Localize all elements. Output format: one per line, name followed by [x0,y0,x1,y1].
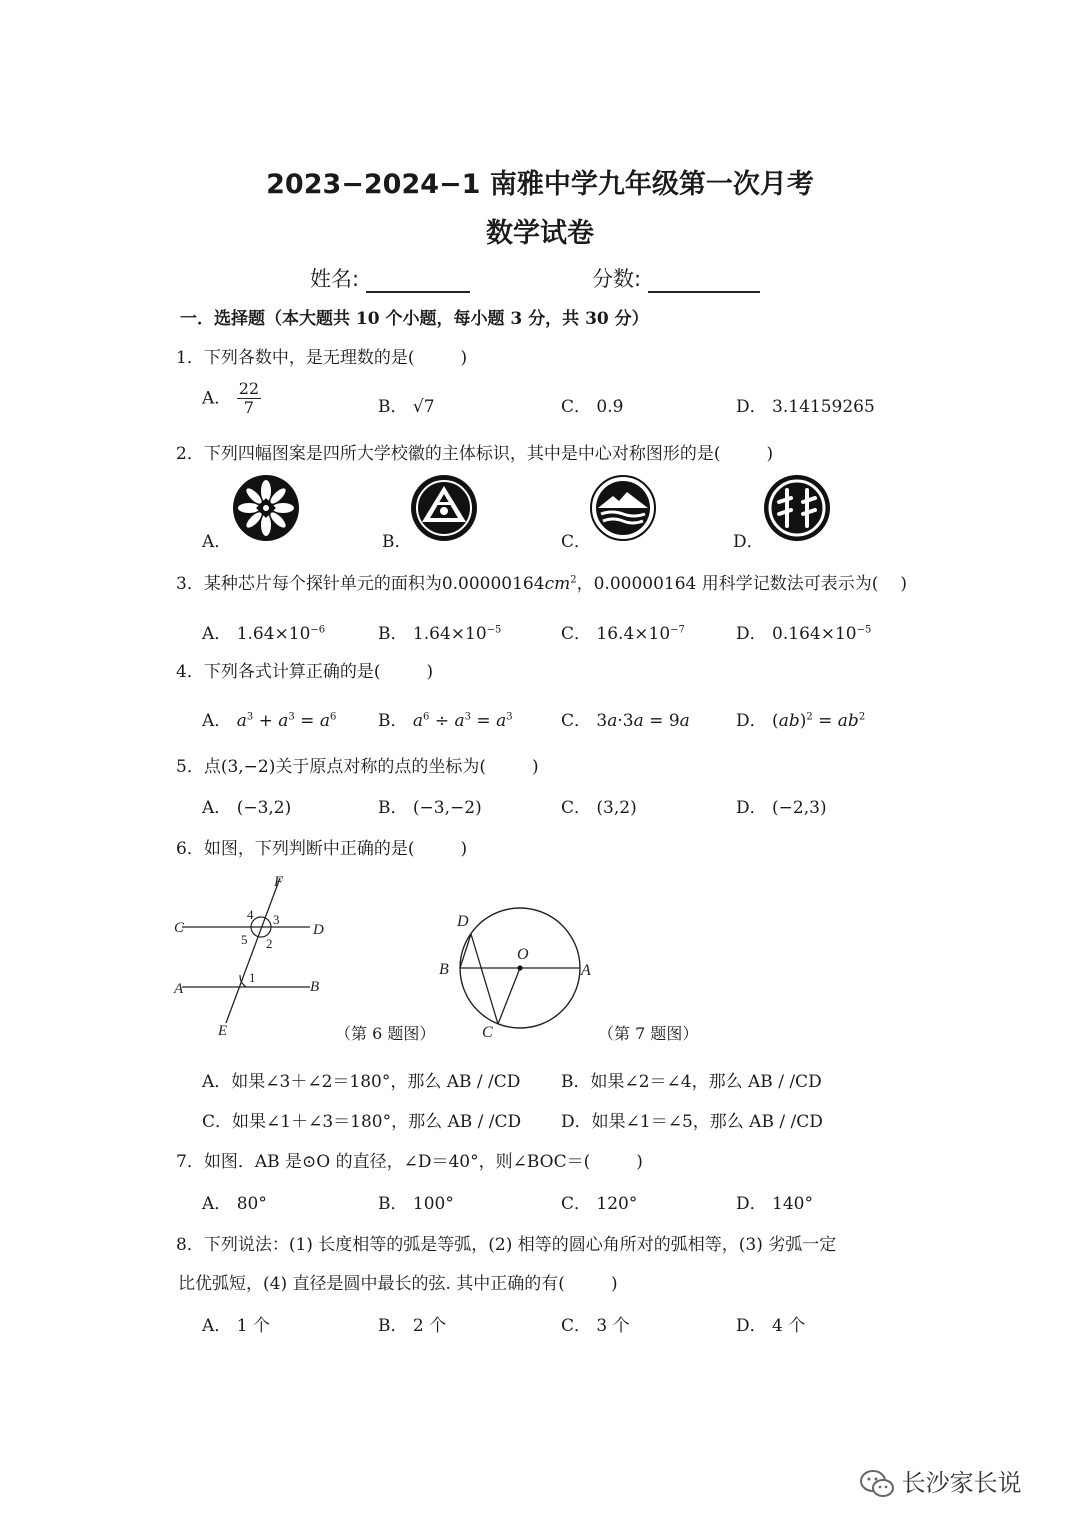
chord-db [460,934,471,968]
option-label: D． [736,798,767,818]
option-exp: −5 [486,624,502,636]
label-3: 3 [273,912,280,927]
question-2 [176,439,773,464]
q6-option-a[interactable] [202,1067,520,1092]
option-label: A． [202,532,232,552]
name-field [310,263,470,293]
option-value: (−3,−2) [412,798,482,818]
character-emblem-icon [763,474,831,542]
option-label: C． [561,397,592,417]
label-d: D [313,922,324,938]
option-value: 1.64×10 [236,624,311,644]
q8-option-a[interactable] [202,1311,270,1336]
option-label: C． [561,1316,592,1336]
question-7 [176,1147,643,1172]
option-value: 1.64×10 [412,624,487,644]
option-label: A． [202,388,232,409]
option-label: C． [561,624,592,644]
figure-6-caption: （第 6 题图） [335,1024,436,1043]
q4-option-a[interactable] [202,706,336,731]
option-label: B． [378,1194,408,1214]
q7-option-d[interactable] [736,1189,813,1214]
radius-oc [498,968,520,1024]
label-b: B [439,961,449,978]
option-value: 如果∠2＝∠4，那么 AB / /CD [590,1072,822,1092]
label-e: E [218,1023,228,1039]
q4-option-c[interactable] [561,706,690,731]
triangle-emblem-icon [410,474,478,542]
exam-subtitle: 数学试卷 [486,218,594,249]
option-label: B． [561,1072,591,1092]
q7-option-a[interactable] [202,1189,267,1214]
label-a: A [174,981,184,997]
question-3 [176,569,907,594]
option-value: (3,2) [596,798,637,818]
q6-option-b[interactable] [561,1067,822,1092]
q3-option-a[interactable] [202,619,325,644]
option-label: D． [733,532,764,552]
option-value: 3 个 [596,1316,630,1336]
question-1 [176,343,467,368]
label-1: 1 [249,970,256,985]
figure-7-caption: （第 7 题图） [598,1024,699,1043]
option-formula: $(ab)^2 = ab^2$ [772,711,866,731]
wechat-icon [860,1469,894,1499]
option-exp: −7 [670,624,685,636]
q6-option-c[interactable] [202,1107,521,1132]
watermark-text: 长沙家长说 [901,1469,1022,1497]
option-label: A． [202,711,232,731]
label-o: O [517,946,529,963]
option-value: (−3,2) [236,798,292,818]
option-label: B． [378,711,408,731]
mountain-emblem-icon [589,474,657,542]
q2-close: ) [766,444,774,464]
option-label: B． [378,1316,408,1336]
option-label: B． [382,532,412,552]
q1-stem: 1．下列各数中，是无理数的是( [176,348,415,368]
q1-option-a[interactable] [202,380,261,418]
q5-option-b[interactable] [378,793,482,818]
option-label: C． [561,798,592,818]
score-blank[interactable] [648,269,760,293]
q2-option-c[interactable] [561,527,591,552]
option-label: D． [736,711,767,731]
question-8-line-1: 8．下列说法：(1) 长度相等的弧是等弧，(2) 相等的圆心角所对的弧相等，(3) 劣弧一定 [176,1235,837,1255]
option-label: D． [561,1112,592,1132]
q4-close: ) [426,662,434,682]
q1-close: ) [460,348,468,368]
q3-option-b[interactable] [378,619,501,644]
fraction: $\frac{22}{7}$ [238,379,260,418]
q6-option-d[interactable] [561,1107,823,1132]
q5-close: ) [532,757,539,777]
option-label: B． [378,397,408,417]
option-value: √7 [412,397,435,417]
section-heading: 一．选择题（本大题共 10 个小题，每小题 3 分，共 30 分） [180,309,649,329]
q8-close: ) [610,1274,618,1294]
option-formula: $a^3 + a^3 = a^6$ [236,711,337,731]
option-label: A． [202,798,232,818]
label-5: 5 [241,932,248,947]
label-4: 4 [247,907,254,922]
option-value: 0.164×10 [772,624,857,644]
q3-unit-exp: 2 [570,574,577,586]
q8-option-d[interactable] [736,1311,805,1336]
score-label: 分数: [592,267,642,291]
center-point [517,965,522,970]
option-value: 120° [596,1194,638,1214]
q3-stem-2: ，0.00000164 用科学记数法可表示为( [576,574,879,594]
option-label: C． [561,532,592,552]
q3-close: ) [900,574,908,594]
option-value: 4 个 [772,1316,806,1336]
q3-option-d[interactable] [736,619,871,644]
name-blank[interactable] [366,269,470,293]
q4-stem: 4．下列各式计算正确的是( [176,662,381,682]
q7-option-c[interactable] [561,1189,637,1214]
q2-option-b[interactable] [382,527,412,552]
option-value: 如果∠1＝∠5，那么 AB / /CD [591,1112,823,1132]
option-value: 80° [236,1194,267,1214]
q5-option-d[interactable] [736,793,827,818]
chord-dc [471,934,498,1024]
q1-option-b[interactable] [378,392,435,417]
q6-stem: 6．如图，下列判断中正确的是( [176,839,415,859]
q7-option-b[interactable] [378,1189,454,1214]
q3-option-c[interactable] [561,619,685,644]
option-label: C． [561,711,592,731]
q5-stem: 5．点(3,−2)关于原点对称的点的坐标为( [176,757,486,777]
option-label: D． [736,624,767,644]
label-c: C [482,1024,493,1040]
q2-option-d[interactable] [733,527,764,552]
q2-stem: 2．下列四幅图案是四所大学校徽的主体标识，其中是中心对称图形的是( [176,444,721,464]
option-formula: 3a·3a = 9a [596,711,690,731]
option-label: D． [736,397,767,417]
option-value: (−2,3) [772,798,827,818]
option-value: 如果∠1＋∠3＝180°，那么 AB / /CD [232,1112,522,1132]
option-label: D． [736,1194,767,1214]
label-d: D [457,913,469,930]
figure-7-diagram [430,900,600,1040]
option-label: C． [561,1194,592,1214]
q2-option-a[interactable] [202,527,231,552]
figure-6-diagram [170,868,340,1040]
option-value: 140° [772,1194,813,1214]
option-label: D． [736,1316,767,1336]
question-8-line-2 [178,1269,618,1294]
q4-option-b[interactable] [378,706,513,731]
option-value: 16.4×10 [596,624,671,644]
option-value: 0.9̇ [596,397,624,417]
option-label: B． [378,624,408,644]
option-label: A． [202,1072,232,1092]
name-label: 姓名: [310,267,360,291]
q8-option-c[interactable] [561,1311,630,1336]
q8-stem: 比优弧短，(4) 直径是圆中最长的弦. 其中正确的有( [178,1274,565,1294]
q7-close: ) [636,1152,643,1172]
label-b: B [310,979,320,995]
q4-option-d[interactable] [736,706,865,731]
score-field [592,263,760,293]
option-label: C． [202,1112,233,1132]
option-exp: −6 [310,624,326,636]
q1-option-d[interactable] [736,392,875,417]
label-a: A [581,962,591,979]
q5-option-a[interactable] [202,793,291,818]
option-exp: −5 [856,624,872,636]
label-f: F [274,874,284,890]
option-label: B． [378,798,408,818]
question-5 [176,752,539,777]
flower-emblem-icon [232,474,300,542]
option-value: 如果∠3＋∠2＝180°，那么 AB / /CD [231,1072,521,1092]
exam-title: 2023−2024−1 南雅中学九年级第一次月考 [266,169,814,200]
label-2: 2 [266,936,273,951]
option-formula: $a^6 \div a^3 = a^3$ [412,711,513,731]
option-value: 2 个 [412,1316,447,1336]
question-4 [176,657,433,682]
option-label: A． [202,1316,232,1336]
option-value: 3.14159265 [772,397,875,417]
q6-close: ) [460,839,468,859]
option-label: A． [202,1194,232,1214]
option-value: 100° [412,1194,454,1214]
option-value: 1 个 [236,1316,270,1336]
q3-unit: cm [544,574,571,594]
question-6 [176,834,467,859]
label-c: C [174,920,185,936]
q7-stem: 7．如图．AB 是⊙O 的直径，∠D＝40°，则∠BOC＝( [176,1152,591,1172]
option-label: A． [202,624,232,644]
q3-stem: 3．某种芯片每个探针单元的面积为0.00000164 [176,574,545,594]
q8-option-b[interactable] [378,1311,446,1336]
watermark [860,1463,1022,1499]
q1-option-c[interactable] [561,392,623,417]
q5-option-c[interactable] [561,793,637,818]
